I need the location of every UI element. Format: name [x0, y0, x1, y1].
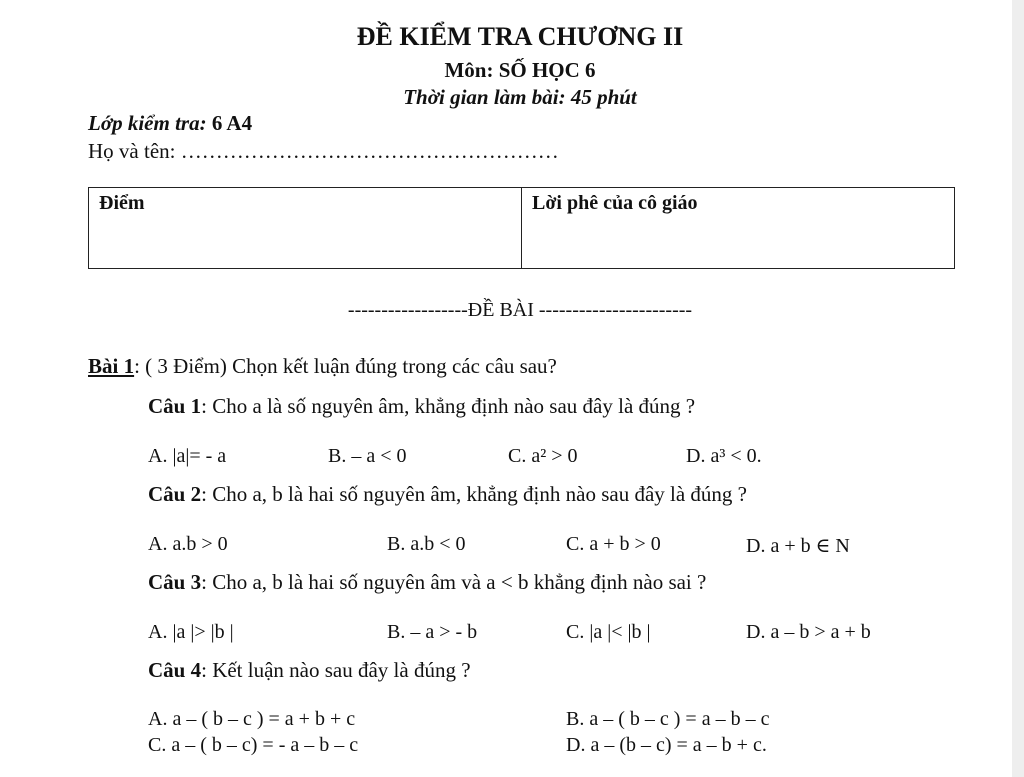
q1-option-b: B. – a < 0 [328, 445, 407, 467]
student-name-line: Họ và tên: ……………………………………………… [88, 139, 559, 163]
section-title: ------------------ĐỀ BÀI ----------------------- [347, 299, 693, 321]
question-3-text: : Cho a, b là hai số nguyên âm và a < b khẳng định nào sai ? [201, 570, 707, 594]
exam-title: ĐỀ KIỂM TRA CHƯƠNG II [356, 22, 684, 51]
question-2 [148, 482, 747, 507]
class-line [88, 111, 252, 136]
question-4-text: : Kết luận nào sau đây là đúng ? [201, 658, 471, 682]
q3-option-c: C. |a |< |b | [566, 621, 651, 643]
q2-option-b: B. a.b < 0 [387, 533, 466, 555]
q1-option-a: A. |a|= - a [148, 445, 227, 467]
q4-option-b: B. a – ( b – c ) = a – b – c [566, 708, 770, 730]
class-label: Lớp kiểm tra: [88, 111, 207, 135]
q2-option-a: A. a.b > 0 [148, 533, 228, 555]
class-value: 6 A4 [211, 111, 253, 135]
question-4 [148, 658, 471, 683]
viewer-scroll-gutter [1012, 0, 1024, 777]
subject-line: Môn: SỐ HỌC 6 [444, 58, 596, 82]
q3-option-a: A. |a |> |b | [148, 621, 234, 643]
question-3-label: Câu 3 [148, 570, 202, 594]
q2-option-c: C. a + b > 0 [566, 533, 661, 555]
question-1-text: : Cho a là số nguyên âm, khẳng định nào sau đây là đúng ? [201, 394, 696, 418]
q4-option-c: C. a – ( b – c) = - a – b – c [148, 734, 359, 756]
teacher-comment-label: Lời phê của cô giáo [532, 192, 698, 214]
teacher-comment-cell [522, 188, 955, 269]
q3-option-b: B. – a > - b [387, 621, 478, 643]
question-1-label: Câu 1 [148, 394, 202, 418]
score-label: Điểm [99, 192, 145, 214]
question-2-text: : Cho a, b là hai số nguyên âm, khẳng định nào sau đây là đúng ? [201, 482, 747, 506]
q1-option-c: C. a² > 0 [508, 445, 578, 467]
grade-table [88, 187, 955, 269]
exercise-1-text: : ( 3 Điểm) Chọn kết luận đúng trong các câu sau? [134, 354, 557, 378]
score-cell [89, 188, 522, 269]
duration-line: Thời gian làm bài: 45 phút [403, 85, 637, 109]
q1-option-d: D. a³ < 0. [686, 445, 762, 467]
exercise-1-label: Bài 1 [88, 354, 135, 378]
question-2-label: Câu 2 [148, 482, 202, 506]
question-4-label: Câu 4 [148, 658, 202, 682]
question-1 [148, 394, 695, 419]
exercise-1-heading [88, 354, 557, 379]
q3-option-d: D. a – b > a + b [746, 621, 871, 643]
question-3 [148, 570, 706, 595]
q4-option-a: A. a – ( b – c ) = a + b + c [148, 708, 356, 730]
q2-option-d: D. a + b ∈ N [746, 535, 850, 557]
q4-option-d: D. a – (b – c) = a – b + c. [566, 734, 767, 756]
